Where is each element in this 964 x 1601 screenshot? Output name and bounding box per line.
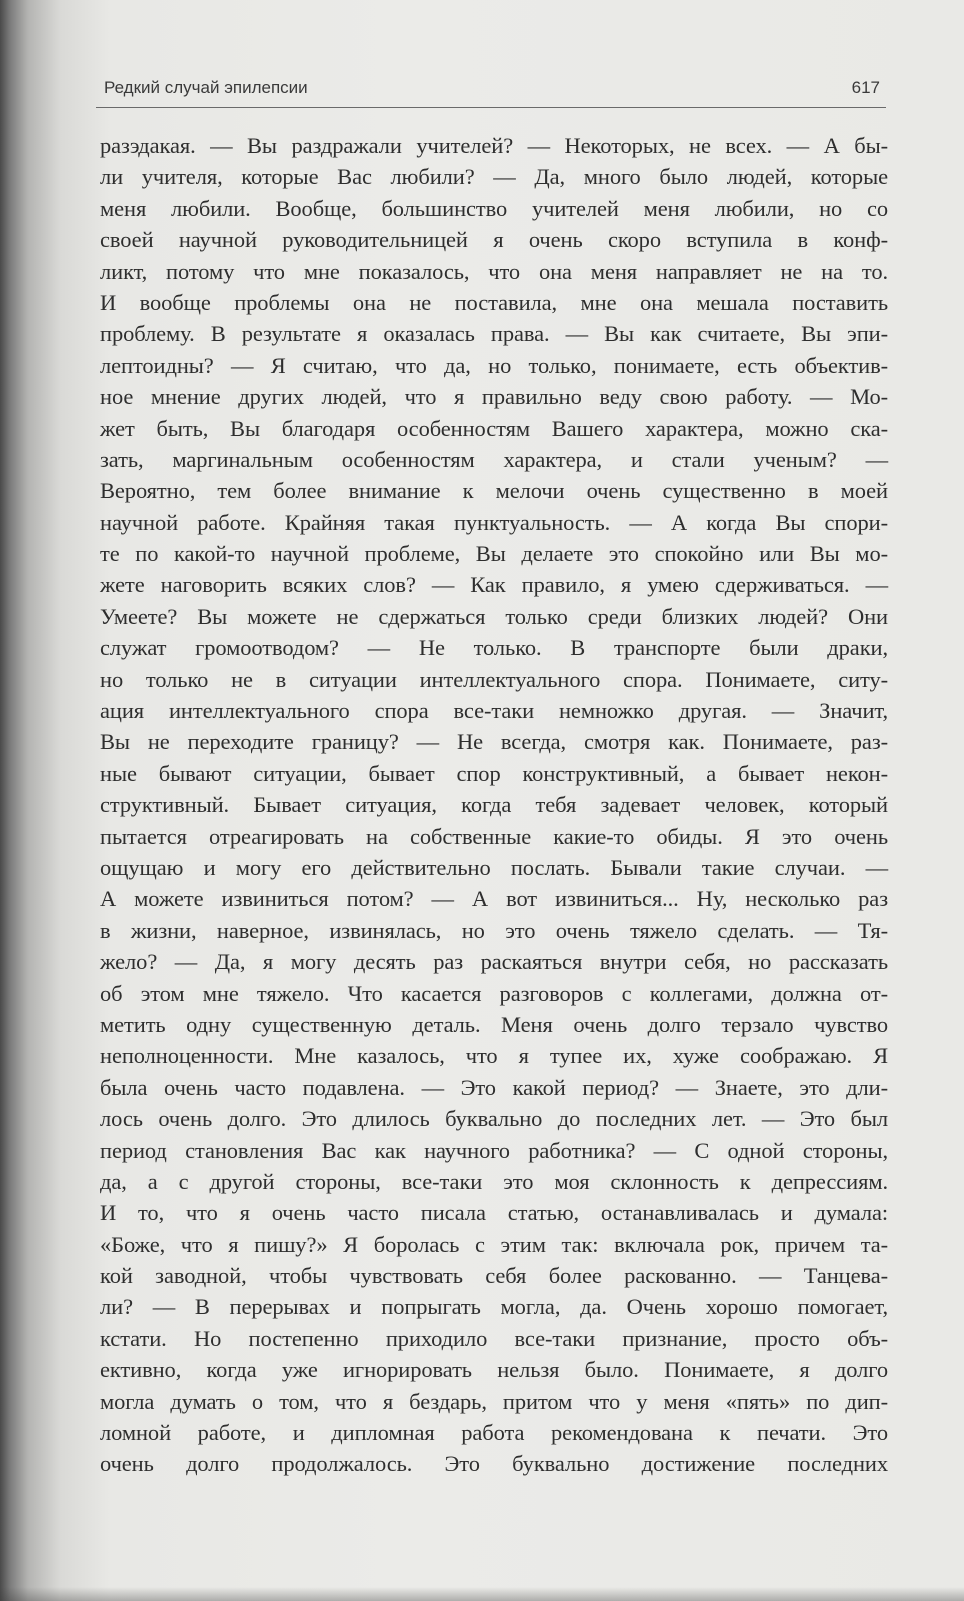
text-line: ли? — В перерывах и попрыгать могла, да. Очень хорошо помогает, [100, 1294, 888, 1320]
text-line: жело? — Да, я могу десять раз раскаяться внутри себя, но рассказать [100, 949, 888, 975]
text-line: в жизни, наверное, извинялась, но это очень тяжело сделать. — Тя- [100, 917, 888, 943]
text-line: ективно, когда уже игнорировать нельзя было. Понимаете, я долго [100, 1357, 888, 1383]
text-line: ломной работе, и дипломная работа рекомендована к печати. Это [100, 1420, 888, 1446]
text-line: разэдакая. — Вы раздражали учителей? — Некоторых, не всех. — А бы- [100, 133, 888, 158]
text-line: ные бывают ситуации, бывает спор конструктивный, а бывает некон- [100, 760, 888, 786]
text-line: могла думать о том, что я бездарь, притом что у меня «пять» по дип- [100, 1388, 888, 1414]
text-line: пытается отреагировать на собственные какие-то обиды. Я это очень [100, 823, 888, 849]
text-line: жете наговорить всяких слов? — Как правило, я умею сдерживаться. — [100, 572, 888, 598]
text-line: «Боже, что я пишу?» Я боролась с этим так: включала рок, причем та- [100, 1231, 888, 1257]
text-line: ощущаю и могу его действительно послать. Бывали такие случаи. — [100, 854, 888, 880]
text-line: Вероятно, тем более внимание к мелочи очень существенно в моей [100, 478, 888, 504]
text-line: своей научной руководительницей я очень скоро вступила в конф- [100, 227, 888, 253]
text-line: ликт, потому что мне показалось, что она меня направляет не на то. [100, 258, 888, 284]
text-line: те по какой-то научной проблеме, Вы делаете это спокойно или Вы мо- [100, 541, 888, 567]
text-line: кой заводной, чтобы чувствовать себя более раскованно. — Танцева- [100, 1263, 888, 1289]
text-line: проблему. В результате я оказалась права. — Вы как считаете, Вы эпи- [100, 321, 888, 347]
running-header [104, 78, 880, 108]
text-line: ли учителя, которые Вас любили? — Да, много было людей, которые [100, 164, 888, 190]
text-line: неполноценности. Мне казалось, что я тупее их, хуже соображаю. Я [100, 1043, 888, 1069]
text-line: ное мнение других людей, что я правильно веду свою работу. — Мо- [100, 384, 888, 410]
header-rule [96, 107, 886, 108]
text-line: жет быть, Вы благодаря особенностям Вашего характера, можно ска- [100, 415, 888, 441]
text-line: метить одну существенную деталь. Меня очень долго терзало чувство [100, 1011, 888, 1037]
text-line: кстати. Но постепенно приходило все-таки признание, просто объ- [100, 1325, 888, 1351]
text-line: но только не в ситуации интеллектуального спора. Понимаете, ситу- [100, 666, 888, 692]
text-line: А можете извиниться потом? — А вот извиниться... Ну, несколько раз [100, 886, 888, 912]
text-line: служат громоотводом? — Не только. В транспорте были драки, [100, 635, 888, 661]
running-title: Редкий случай эпилепсии [104, 78, 308, 97]
text-line: И вообще проблемы она не поставила, мне она мешала поставить [100, 289, 888, 315]
text-line: ация интеллектуального спора все-таки немножко другая. — Значит, [100, 698, 888, 724]
text-line: очень долго продолжалось. Это буквально достижение последних [100, 1451, 888, 1477]
body-text [100, 130, 888, 1480]
text-line: Умеете? Вы можете не сдержаться только среди близких людей? Они [100, 603, 888, 629]
text-line: структивный. Бывает ситуация, когда тебя задевает человек, который [100, 792, 888, 818]
text-line: период становления Вас как научного работника? — С одной стороны, [100, 1137, 888, 1163]
page-bottom-shadow [0, 1587, 964, 1601]
text-line: да, а с другой стороны, все-таки это моя склонность к депрессиям. [100, 1168, 888, 1194]
text-line: зать, маргинальным особенностям характера, и стали ученым? — [100, 446, 888, 472]
text-line: научной работе. Крайняя такая пунктуальность. — А когда Вы спори- [100, 509, 888, 535]
text-line: была очень часто подавлена. — Это какой период? — Знаете, это дли- [100, 1074, 888, 1100]
text-line: И то, что я очень часто писала статью, останавливалась и думала: [100, 1200, 888, 1226]
text-line: лось очень долго. Это длилось буквально до последних лет. — Это был [100, 1106, 888, 1132]
text-line: Вы не переходите границу? — Не всегда, смотря как. Понимаете, раз- [100, 729, 888, 755]
text-line: об этом мне тяжело. Что касается разговоров с коллегами, должна от- [100, 980, 888, 1006]
text-line: лептоидны? — Я считаю, что да, но только, понимаете, есть объектив- [100, 352, 888, 378]
page-number: 617 [851, 78, 880, 97]
text-line: меня любили. Вообще, большинство учителей меня любили, но со [100, 195, 888, 221]
